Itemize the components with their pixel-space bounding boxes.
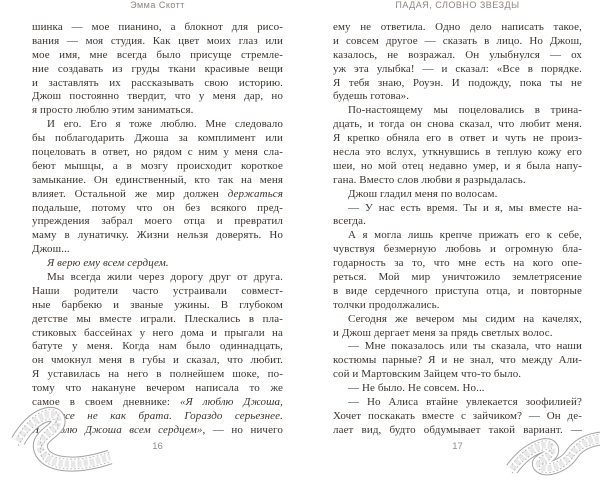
text-line: костюмы парные? Я и не знал, что между Али- — [333, 354, 582, 367]
page-number-right: 17 — [452, 441, 463, 452]
text-line: несла это вслух, уткнувшись в теплую кожу его — [333, 146, 582, 159]
text-line: упреждения забрал моего отца и превратил — [32, 215, 283, 228]
running-head-author: Эмма Скотт — [130, 0, 185, 10]
text-line: в виде сердечного приступа отца, и повторные — [333, 284, 582, 297]
text-line: толчки продолжались. — [333, 298, 440, 311]
text-line: тому что накануне вечером написала то же — [32, 382, 283, 395]
text-line: Джош... — [32, 243, 70, 256]
text-line: гана. Вместо слов любви я разрыдалась. — [333, 173, 526, 186]
text-line: годарность за то, что мне есть на кого опе- — [333, 257, 582, 270]
text-line: А я могла лишь крепче прижать его к себе, — [348, 229, 582, 242]
text-line: Джош гладил меня по волосам. — [348, 187, 498, 200]
running-head-title: ПАДАЯ, СЛОВНО ЗВЕЗДЫ — [395, 0, 520, 10]
text-line: сой и Мартовским Зайцем что-то было. — [333, 368, 522, 381]
text-line: бы поблагодарить Джоша за комплимент или — [32, 132, 283, 145]
text-line: шеи, но мой отец недавно умер, и я была напу- — [333, 159, 582, 172]
text-line: маму в лунатичку. Жизни нельзя доверять. Но — [32, 229, 283, 242]
text-line: и совсем другое — сказать в лицо. Но Джош, — [333, 34, 582, 47]
text-line: Хочет поскакать вместе с зайчиком? — Он де- — [333, 409, 582, 422]
text-line: будешь готова». — [333, 90, 410, 103]
text-line: стиковых бассейнах у него дома и прыгали на — [32, 326, 283, 339]
text-line: шинка — мое пианино, а блокнот для рисо- — [32, 21, 283, 33]
page-number-left: 16 — [152, 441, 163, 452]
text-line: поцеловать в ответ, но рядом с ним у меня сла- — [32, 146, 283, 159]
book-page-left — [32, 0, 283, 467]
text-line: Я крепко обняла его в ответ и чуть не произ- — [333, 132, 582, 145]
book-page-right — [333, 0, 582, 467]
text-line: — Но Алиса втайне увлекается зоофилией? — [348, 396, 582, 409]
text-line: ние создавать из груды ткани красивые вещи — [32, 62, 283, 75]
text-line: Наши родители часто устраивали совмест- — [32, 284, 283, 297]
text-line: Джош постоянно твердит, что у меня дар, но — [32, 90, 283, 103]
text-line: Я уставилась на него в полнейшем шоке, по- — [32, 368, 283, 381]
text-line: И его. Его я тоже люблю. Мне следовало — [47, 118, 283, 131]
text-line: чувствуя безмерную любовь и огромную бла- — [333, 243, 582, 256]
text-line: и вовсе не как брата. Гораздо серьезнее. — [32, 409, 283, 422]
text-line: — Не было. Не совсем. Но... — [348, 382, 485, 395]
text-line: подальше, потому что он без всякого пред- — [32, 201, 283, 214]
text-line: дцать, и тогда он снова сказал, что любит меня. — [333, 118, 582, 131]
text-line: ему не ответила. Одно дело написать такое, — [333, 21, 582, 33]
text-line: реться. Мой мир уничтожило землетрясение — [333, 271, 582, 284]
text-line: По-настоящему мы поцеловались в трина- — [348, 104, 582, 117]
text-line: казалось, не возражал. Он улыбнулся — ох — [333, 48, 582, 61]
text-line: влияет. Остальной же мир должен держаться — [32, 187, 283, 200]
text-line: Мы всегда жили через дорогу друг от друга. — [47, 271, 283, 284]
text-line: Я люблю Джоша всем сердцем», — но ничего — [32, 423, 283, 436]
text-line: он чмокнул меня в губы и сказал, что любит. — [32, 354, 283, 367]
text-line: Сегодня же вечером мы сидим на качелях, — [348, 312, 582, 325]
text-line: детстве мы вместе играли. Плескались в пла- — [32, 312, 283, 325]
text-line: Я верю ему всем сердцем. — [47, 257, 169, 270]
text-line: — Мне показалось или ты сказала, что наши — [348, 340, 582, 353]
text-line: лает вид, будто обдумывает такой вариант. — — [333, 423, 582, 436]
left-page-text — [32, 21, 283, 438]
text-line: ные барбекю и званые ужины. В глубоком — [32, 298, 283, 311]
text-line: уж эта улыбка! — и сказал: «Все в порядке. — [333, 62, 582, 75]
text-line: Я тебя знаю, Роуэн. И подожду, пока ты не — [333, 76, 582, 89]
text-line: беют мышцы, а в мозгу происходит короткое — [32, 159, 283, 172]
text-line: и заставлять их рассказывать свою историю. — [32, 76, 283, 89]
text-line: и Джош дергает меня за прядь светлых волос. — [333, 326, 553, 339]
text-line: мое имя, мне всегда было присуще стремле- — [32, 48, 283, 61]
text-line: самое в своем дневнике: «Я люблю Джоша, — [32, 396, 283, 409]
text-line: всегда. — [333, 215, 366, 228]
text-line: замыкание. Он единственный, кто так на меня — [32, 173, 283, 186]
text-line: я просто люблю этим заниматься. — [32, 104, 194, 117]
right-page-text — [333, 21, 582, 438]
text-line: вания — моя студия. Как цвет моих глаз или — [32, 34, 283, 47]
text-line: батуте у меня. Когда нам было одиннадцать, — [32, 340, 283, 353]
text-line: — У нас есть время. Ты и я, мы вместе на- — [348, 201, 582, 214]
